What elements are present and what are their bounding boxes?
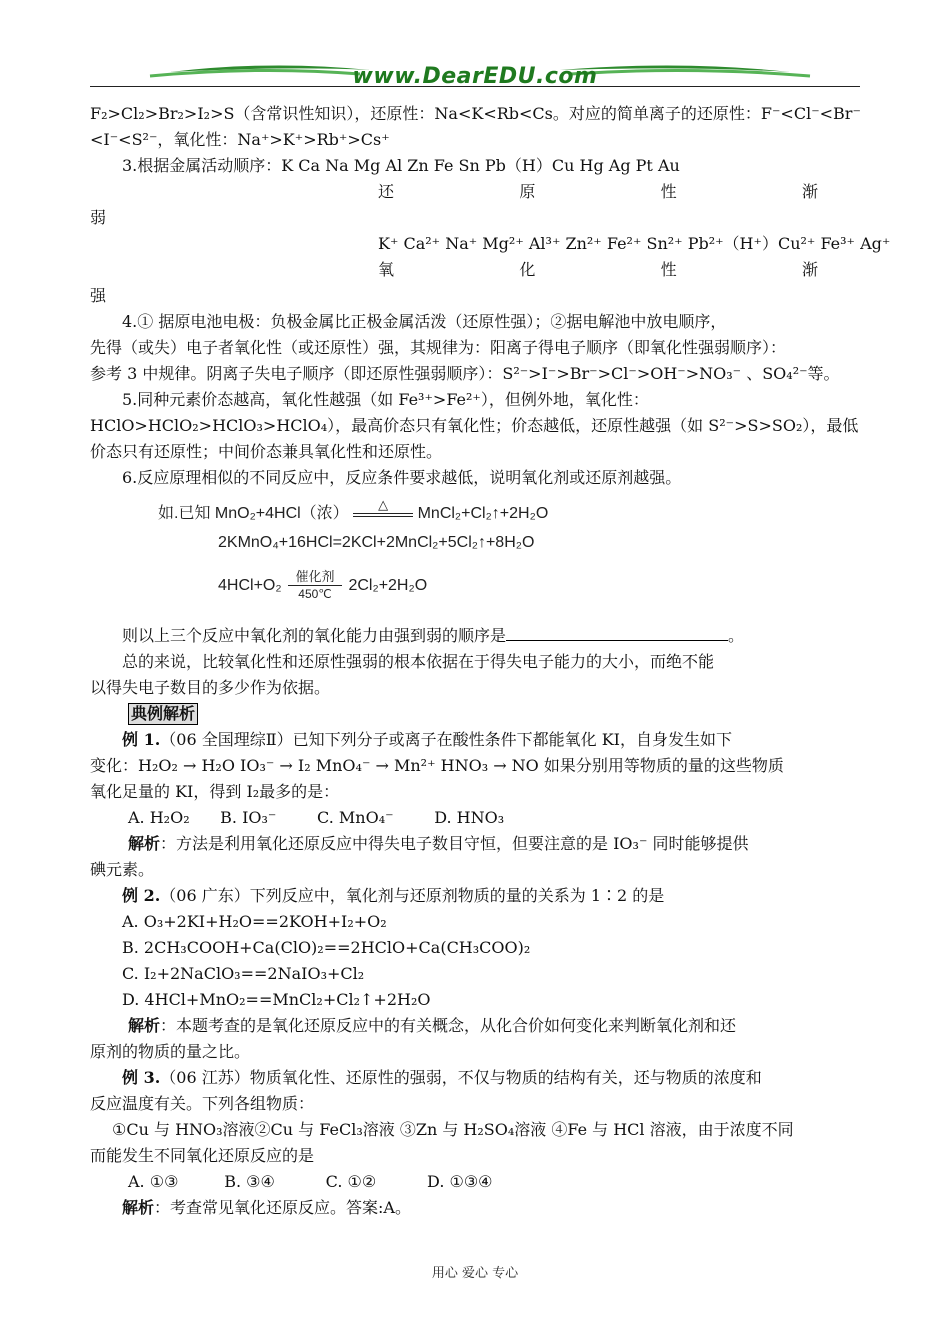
equation-3 xyxy=(218,568,427,604)
options-line: A. ①③ B. ③④ C. ①② D. ①③④ xyxy=(128,1172,493,1191)
option-a: A. O₃+2KI+H₂O==2KOH+I₂+O₂ xyxy=(122,912,387,931)
text-line: 强 xyxy=(90,286,107,305)
options-line: A. H₂O₂ B. IO₃⁻ C. MnO₄⁻ D. HNO₃ xyxy=(128,808,505,827)
analysis-line xyxy=(128,832,898,856)
example-text: （06 全国理综Ⅱ）已知下列分子或离子在酸性条件下都能氧化 KI，自身发生如下 xyxy=(160,730,732,749)
temperature-label: 450℃ xyxy=(298,587,332,601)
text-line: 原剂的物质的量之比。 xyxy=(90,1042,251,1061)
text-line: 3.根据金属活动顺序：K Ca Na Mg Al Zn Fe Sn Pb（H）Cu Hg Ag Pt Au xyxy=(122,156,680,175)
equation-2: 2KMnO₄+16HCl=2KCl+2MnCl₂+5Cl₂↑+8H₂O xyxy=(218,534,535,551)
question-text: 则以上三个反应中氧化剂的氧化能力由强到弱的顺序是 xyxy=(122,626,507,645)
text-line: 碘元素。 xyxy=(90,860,155,879)
text-line: 反应温度有关。下列各组物质： xyxy=(90,1094,315,1113)
analysis-label: 解析 xyxy=(122,1198,155,1217)
text-line: 变化：H₂O₂ → H₂O IO₃⁻ → I₂ MnO₄⁻ → Mn²⁺ HNO₃ → NO 如果分别用等物质的量的这些物质 xyxy=(90,756,784,775)
text-line: 以得失电子数目的多少作为依据。 xyxy=(90,678,331,697)
example-2-line xyxy=(122,884,892,908)
text-line: 总的来说，比较氧化性和还原性强弱的根本依据在于得失电子能力的大小，而绝不能 xyxy=(122,652,715,671)
trend-char: 还 xyxy=(378,182,395,201)
analysis-text: ：本题考查的是氧化还原反应中的有关概念，从化合价如何变化来判断氧化剂和还 xyxy=(160,1016,737,1035)
example-text: （06 江苏）物质氧化性、还原性的强弱，不仅与物质的结构有关，还与物质的浓度和 xyxy=(160,1068,762,1087)
equation-rhs: 2Cl₂+2H₂O xyxy=(348,577,428,595)
catalyst-arrow xyxy=(286,568,344,604)
text-line: 而能发生不同氧化还原反应的是 xyxy=(90,1146,315,1165)
analysis-line xyxy=(128,1014,898,1038)
equation-lhs: 4HCl+O₂ xyxy=(218,577,282,595)
heat-symbol: △ xyxy=(378,497,389,512)
site-logo-text: www.DearEDU.com xyxy=(352,64,598,89)
trend-char: 性 xyxy=(660,260,677,279)
text-line: ①Cu 与 HNO₃溶液②Cu 与 FeCl₃溶液 ③Zn 与 H₂SO₄溶液 ④Fe 与 HCl 溶液，由于浓度不同 xyxy=(112,1120,794,1139)
text-line: 6.反应原理相似的不同反应中，反应条件要求越低，说明氧化剂或还原剂越强。 xyxy=(122,468,682,487)
trend-char: 性 xyxy=(660,182,677,201)
text-line: 4.① 据原电池电极：负极金属比正极金属活泼（还原性强）；②据电解池中放电顺序， xyxy=(122,312,727,331)
option-d: D. 4HCl+MnO₂==MnCl₂+Cl₂↑+2H₂O xyxy=(122,990,431,1009)
trend-char: 化 xyxy=(519,260,536,279)
text-line: F₂>Cl₂>Br₂>I₂>S（含常识性知识），还原性：Na<K<Rb<Cs。对应的简单离子的还原性：F⁻<Cl⁻<Br⁻ xyxy=(90,104,861,123)
catalyst-label: 催化剂 xyxy=(295,569,335,584)
example-label: 例 3. xyxy=(122,1068,161,1087)
example-1-line xyxy=(122,728,892,752)
example-text: （06 广东）下列反应中，氧化剂与还原剂物质的量的关系为 1∶2 的是 xyxy=(160,886,665,905)
heat-arrow xyxy=(353,497,413,523)
text-line: 参考 3 中规律。阴离子失电子顺序（即还原性强弱顺序）：S²⁻>I⁻>Br⁻>Cl⁻>OH⁻>NO₃⁻ 、SO₄²⁻等。 xyxy=(90,364,840,383)
equation-1 xyxy=(158,497,549,523)
trend-char: 原 xyxy=(519,182,536,201)
trend-char: 氧 xyxy=(378,260,395,279)
example-3-line xyxy=(122,1066,892,1090)
example-label: 例 1. xyxy=(122,730,161,749)
oxidizing-trend-row xyxy=(378,258,818,282)
text-line: 弱 xyxy=(90,208,107,227)
analysis-line xyxy=(122,1196,892,1220)
text-line: 价态只有还原性；中间价态兼具氧化性和还原性。 xyxy=(90,442,443,461)
analysis-text: ：考查常见氧化还原反应。答案:A。 xyxy=(154,1198,411,1217)
text-line: 5.同种元素价态越高，氧化性越强（如 Fe³⁺>Fe²⁺），但例外地，氧化性： xyxy=(122,390,649,409)
trend-char: 渐 xyxy=(801,260,818,279)
example-label: 例 2. xyxy=(122,886,161,905)
reducing-trend-row xyxy=(378,180,818,204)
page-footer: 用心 爱心 专心 xyxy=(431,1266,519,1281)
question-line xyxy=(122,624,892,648)
equation-lhs: 如.已知 MnO₂+4HCl（浓） xyxy=(158,505,349,522)
option-b: B. 2CH₃COOH+Ca(ClO)₂==2HClO+Ca(CH₃COO)₂ xyxy=(122,938,531,957)
text-line: HClO>HClO₂>HClO₃>HClO₄），最高价态只有氧化性；价态越低，还原性越强（如 S²⁻>S>SO₂），最低 xyxy=(90,416,859,435)
section-heading xyxy=(128,702,898,726)
trend-char: 渐 xyxy=(801,182,818,201)
answer-blank[interactable] xyxy=(506,624,728,641)
question-end: 。 xyxy=(728,626,745,645)
text-line: 氧化足量的 KI，得到 I₂最多的是： xyxy=(90,782,340,801)
analysis-text: ：方法是利用氧化还原反应中得失电子数目守恒，但要注意的是 IO₃⁻ 同时能够提供 xyxy=(160,834,749,853)
text-line: 先得（或失）电子者氧化性（或还原性）强，其规律为：阳离子得电子顺序（即氧化性强弱顺序）： xyxy=(90,338,787,357)
analysis-label: 解析 xyxy=(128,834,161,853)
ion-sequence: K⁺ Ca²⁺ Na⁺ Mg²⁺ Al³⁺ Zn²⁺ Fe²⁺ Sn²⁺ Pb²⁺（H⁺）Cu²⁺ Fe³⁺ Ag⁺ xyxy=(378,234,891,253)
option-c: C. I₂+2NaClO₃==2NaIO₃+Cl₂ xyxy=(122,964,365,983)
header-banner xyxy=(90,58,860,98)
heading-label: 典例解析 xyxy=(128,703,198,725)
text-line: <I⁻<S²⁻，氧化性：Na⁺>K⁺>Rb⁺>Cs⁺ xyxy=(90,130,390,149)
equation-rhs: MnCl₂+Cl₂↑+2H₂O xyxy=(417,505,549,522)
analysis-label: 解析 xyxy=(128,1016,161,1035)
header-rule xyxy=(90,86,860,87)
